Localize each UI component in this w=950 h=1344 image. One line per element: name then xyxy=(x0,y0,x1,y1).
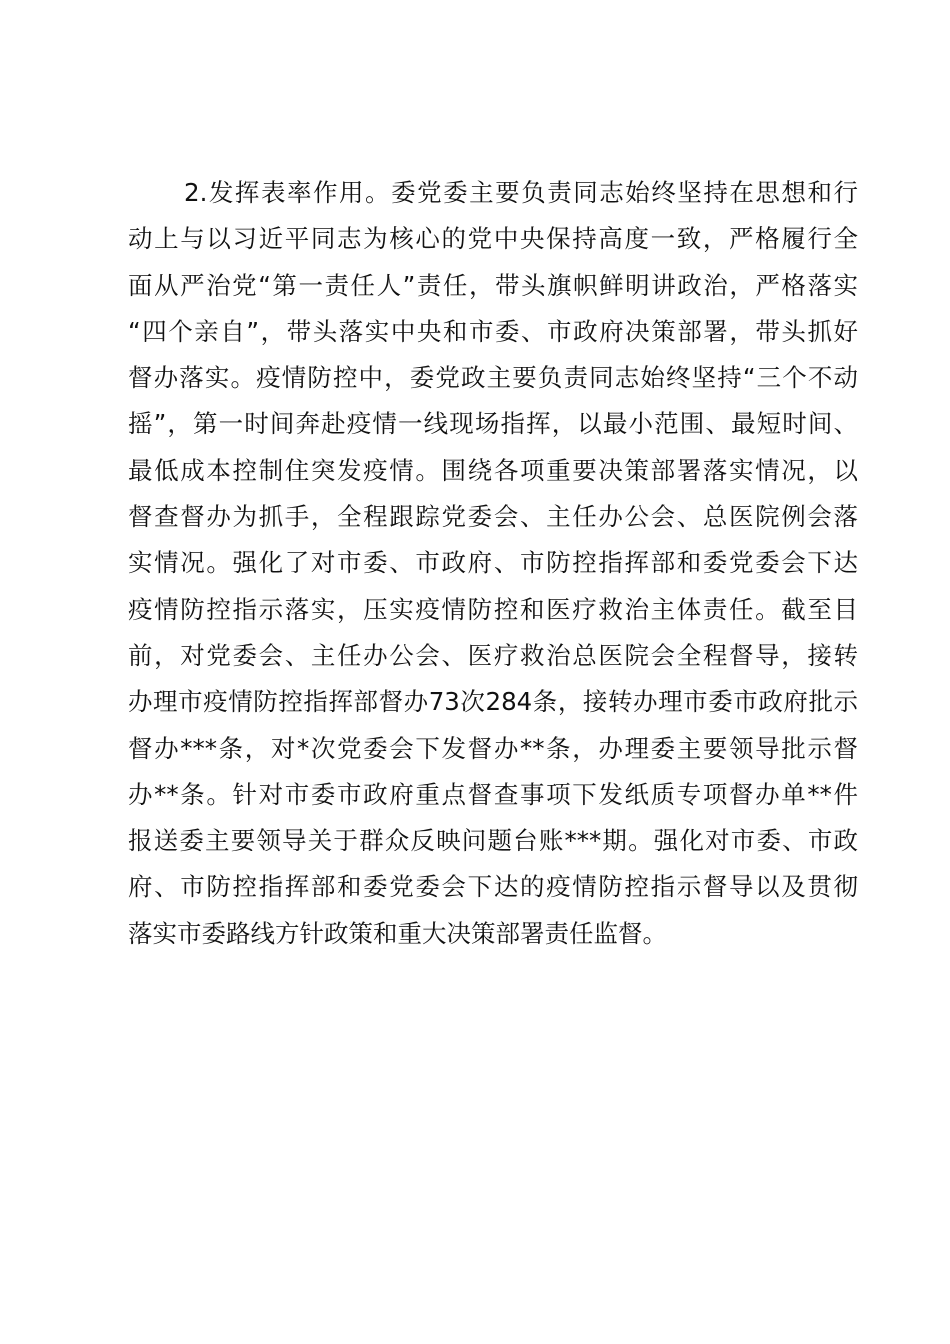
paragraph-line-7: 最低成本控制住突发疫情。围绕各项重要决策部署落实情况，以 xyxy=(128,455,858,485)
paragraph-line-17: 落实市委路线方针政策和重大决策部署责任监督。 xyxy=(128,918,667,948)
paragraph-line-15: 报送委主要领导关于群众反映问题台账***期。强化对市委、市政 xyxy=(128,826,858,856)
paragraph-line-5: 督办落实。疫情防控中，委党政主要负责同志始终坚持“三个不动 xyxy=(128,363,858,393)
paragraph-line-8: 督查督办为抓手，全程跟踪党委会、主任办公会、总医院例会落 xyxy=(128,502,858,532)
paragraph-line-11: 前，对党委会、主任办公会、医疗救治总医院会全程督导，接转 xyxy=(128,640,858,670)
paragraph-line-1: 2.发挥表率作用。委党委主要负责同志始终坚持在思想和行 xyxy=(184,178,858,207)
paragraph-line-12: 办理市疫情防控指挥部督办73次284条，接转办理市委市政府批示 xyxy=(128,687,858,717)
paragraph-line-9: 实情况。强化了对市委、市政府、市防控指挥部和委党委会下达 xyxy=(128,548,858,578)
paragraph-line-13: 督办***条，对*次党委会下发督办**条，办理委主要领导批示督 xyxy=(128,733,858,763)
paragraph-line-2: 动上与以习近平同志为核心的党中央保持高度一致，严格履行全 xyxy=(128,224,858,254)
body-paragraph xyxy=(128,170,858,957)
paragraph-line-4: “四个亲自”，带头落实中央和市委、市政府决策部署，带头抓好 xyxy=(128,316,858,346)
paragraph-line-14: 办**条。针对市委市政府重点督查事项下发纸质专项督办单**件 xyxy=(128,779,858,809)
paragraph-line-16: 府、市防控指挥部和委党委会下达的疫情防控指示督导以及贯彻 xyxy=(128,872,858,902)
paragraph-line-6: 摇”，第一时间奔赴疫情一线现场指挥，以最小范围、最短时间、 xyxy=(128,409,858,439)
paragraph-line-3: 面从严治党“第一责任人”责任，带头旗帜鲜明讲政治，严格落实 xyxy=(128,270,858,300)
paragraph-line-10: 疫情防控指示落实，压实疫情防控和医疗救治主体责任。截至目 xyxy=(128,594,858,624)
